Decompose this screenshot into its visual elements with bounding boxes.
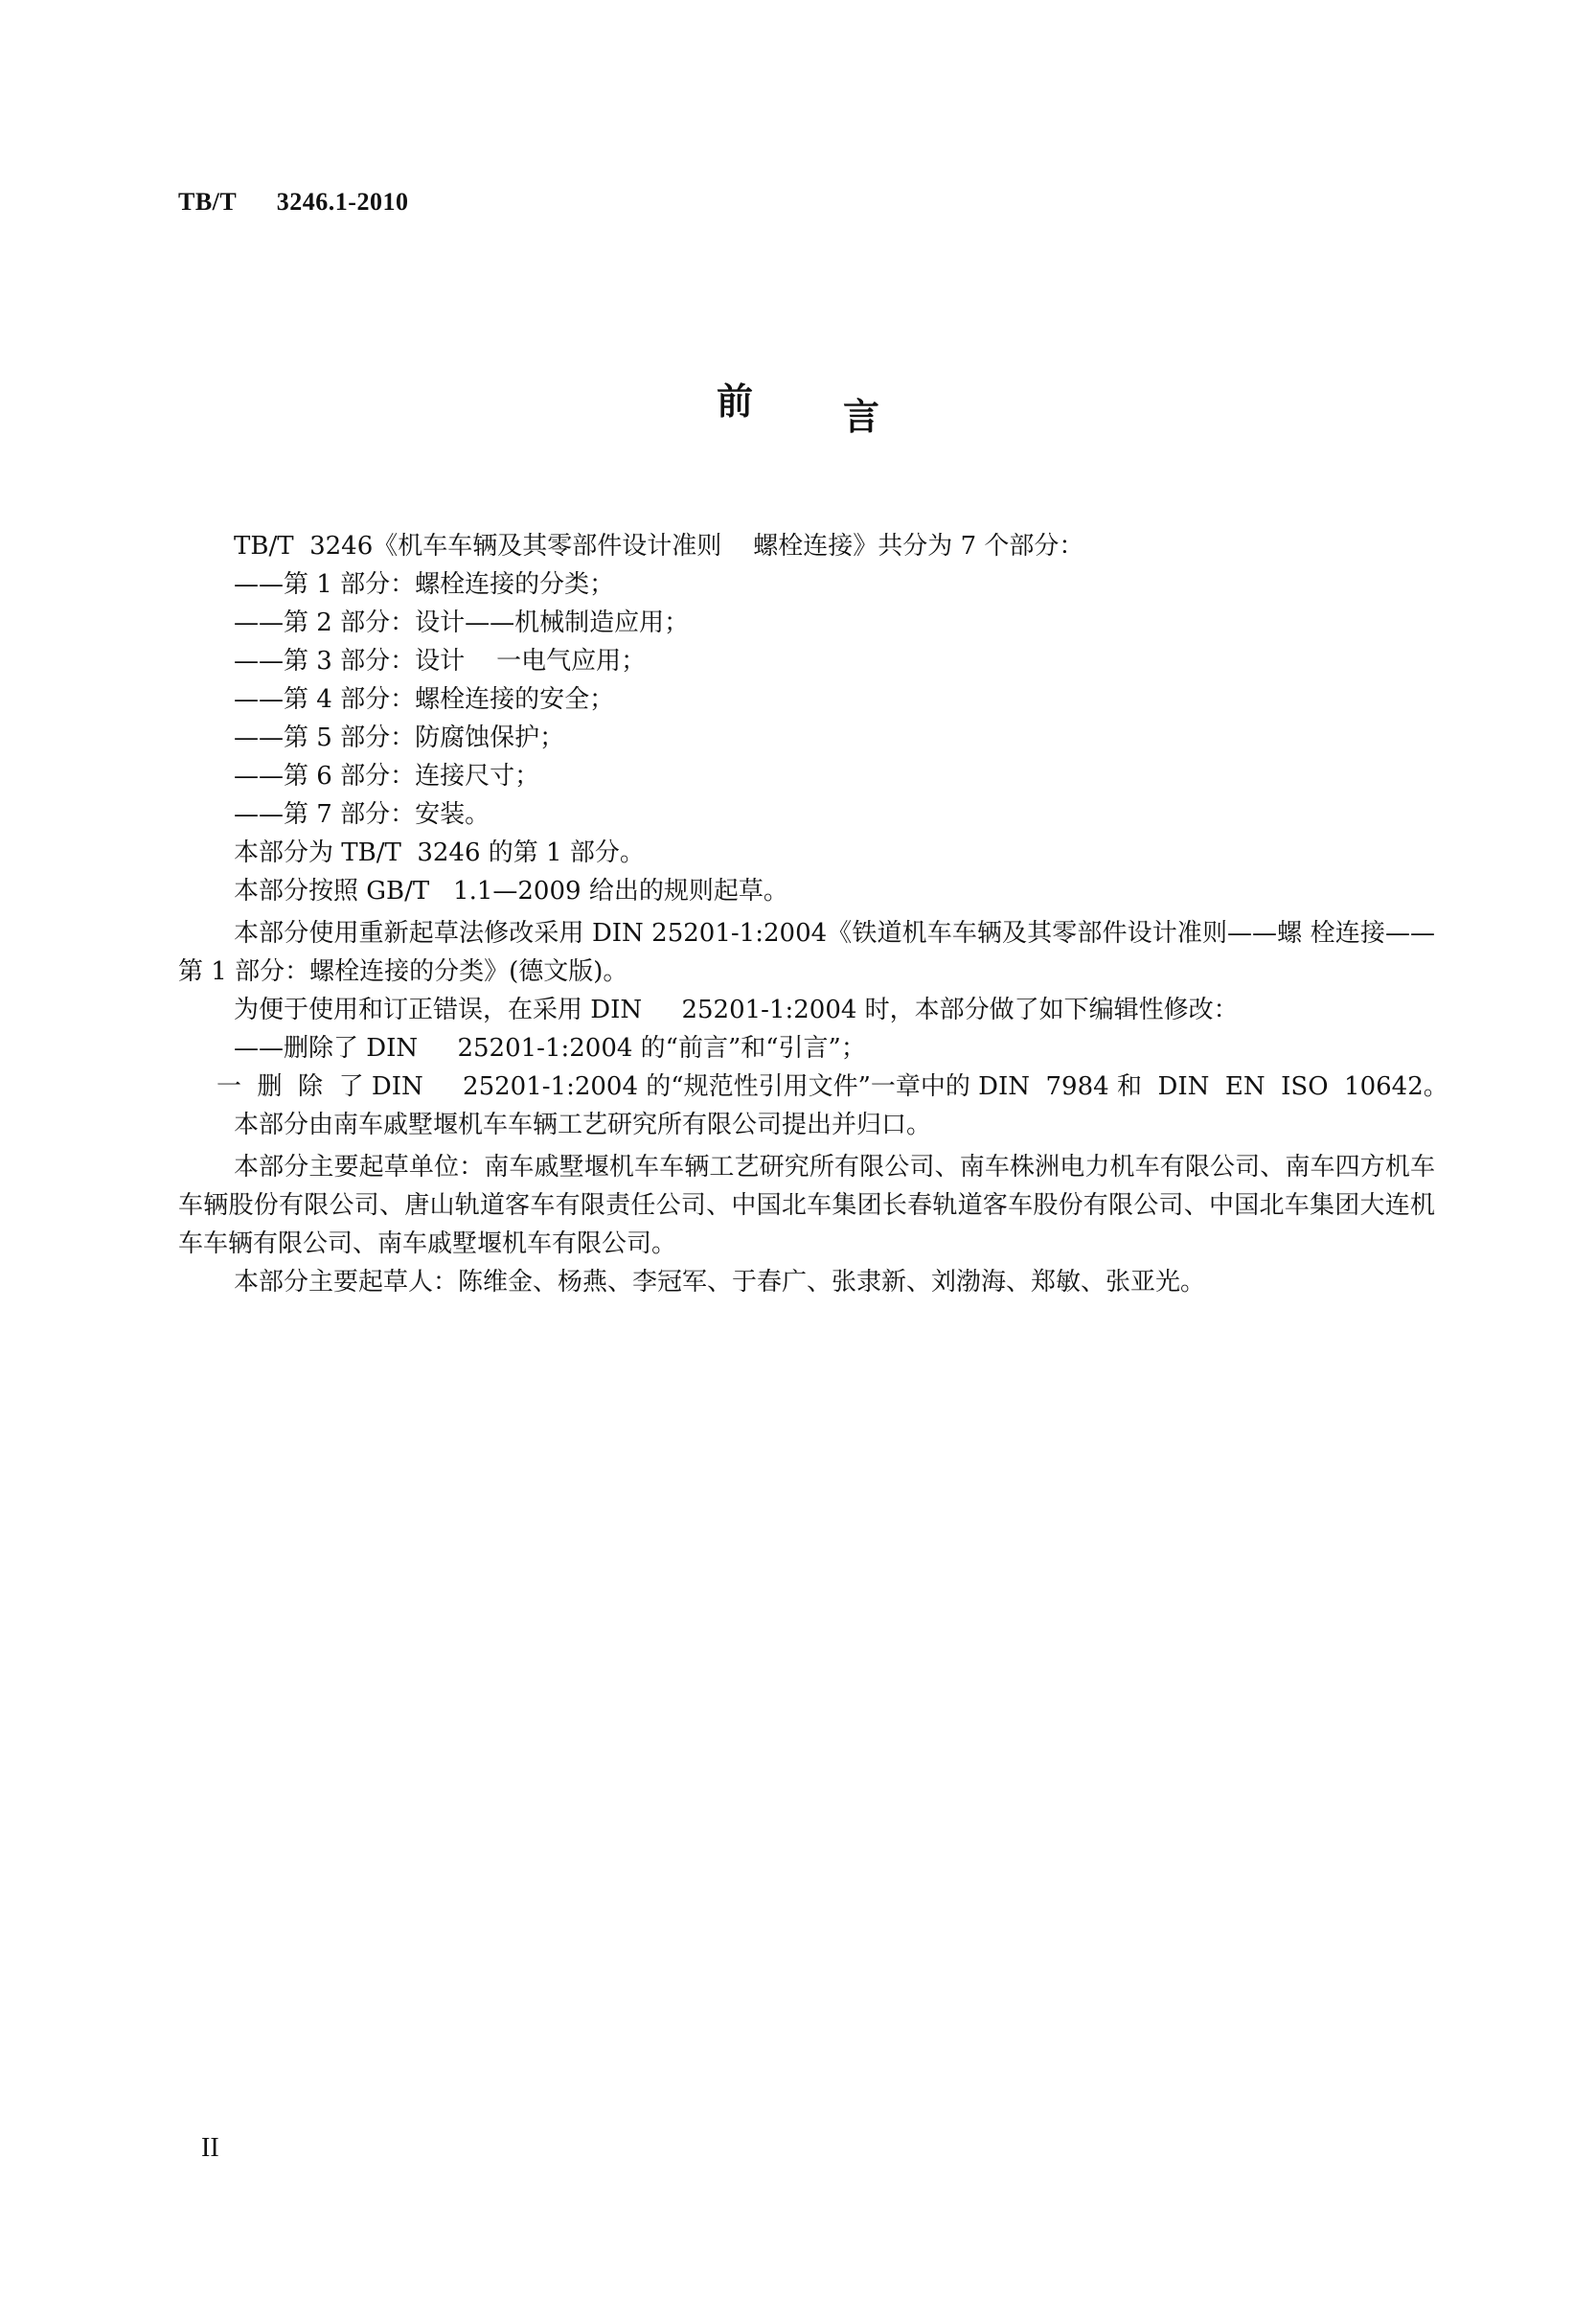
list-item-part-4: ——第 4 部分：螺栓连接的安全； bbox=[234, 685, 615, 714]
drafting-units-paragraph: 本部分主要起草单位：南车戚墅堰机车车辆工艺研究所有限公司、南车株洲电力机车有限公司、南车四方机车车辆股份有限公司、唐山轨道客车有限责任公司、中国北车集团长春轨道客车股份有限公司、中国北车集团大连机车车辆有限公司、南车戚墅堰机车有限公司。 bbox=[178, 1153, 1435, 1258]
standard-code: TB/T 3246.1-2010 bbox=[178, 188, 409, 216]
foreword-body bbox=[178, 527, 1448, 1301]
list-item-part-6: ——第 6 部分：连接尺寸； bbox=[234, 762, 540, 791]
list-item-part-5: ——第 5 部分：防腐蚀保护； bbox=[234, 723, 565, 752]
page-number: II bbox=[201, 2133, 219, 2163]
list-item-part-3: ——第 3 部分：设计 一电气应用； bbox=[234, 647, 647, 676]
proposer-paragraph: 本部分由南车戚墅堰机车车辆工艺研究所有限公司提出并归口。 bbox=[234, 1111, 932, 1139]
editorial-changes-intro: 为便于使用和订正错误，在采用 DIN 25201-1:2004 时，本部分做了如下编辑性修改： bbox=[234, 996, 1239, 1024]
editorial-change-1: ——删除了 DIN 25201-1:2004 的“前言”和“引言”； bbox=[234, 1034, 866, 1063]
editorial-change-2: 一 删 除 了 DIN 25201-1:2004 的“规范性引用文件”一章中的 DIN 7984 和 DIN EN ISO 10642。 bbox=[217, 1072, 1448, 1101]
drafting-persons-paragraph: 本部分主要起草人：陈维金、杨燕、李冠军、于春广、张隶新、刘渤海、郑敏、张亚光。 bbox=[234, 1268, 1206, 1297]
list-item-part-7: ——第 7 部分：安装。 bbox=[234, 800, 490, 829]
list-item-part-2: ——第 2 部分：设计——机械制造应用； bbox=[234, 608, 690, 637]
title-char-right: 言 bbox=[843, 396, 880, 438]
intro-paragraph: TB/T 3246《机车车辆及其零部件设计准则 螺栓连接》共分为 7 个部分： bbox=[234, 532, 1084, 561]
drafting-rules-paragraph: 本部分按照 GB/T 1.1—2009 给出的规则起草。 bbox=[234, 877, 788, 906]
list-item-part-1: ——第 1 部分：螺栓连接的分类； bbox=[234, 570, 615, 599]
adoption-paragraph: 本部分使用重新起草法修改采用 DIN 25201-1:2004《铁道机车车辆及其零部件设计准则——螺 栓连接——第 1 部分：螺栓连接的分类》(德文版)。 bbox=[178, 919, 1435, 986]
title-char-left: 前 bbox=[716, 380, 753, 423]
part-of-paragraph: 本部分为 TB/T 3246 的第 1 部分。 bbox=[234, 838, 645, 867]
page-title bbox=[0, 372, 1596, 438]
